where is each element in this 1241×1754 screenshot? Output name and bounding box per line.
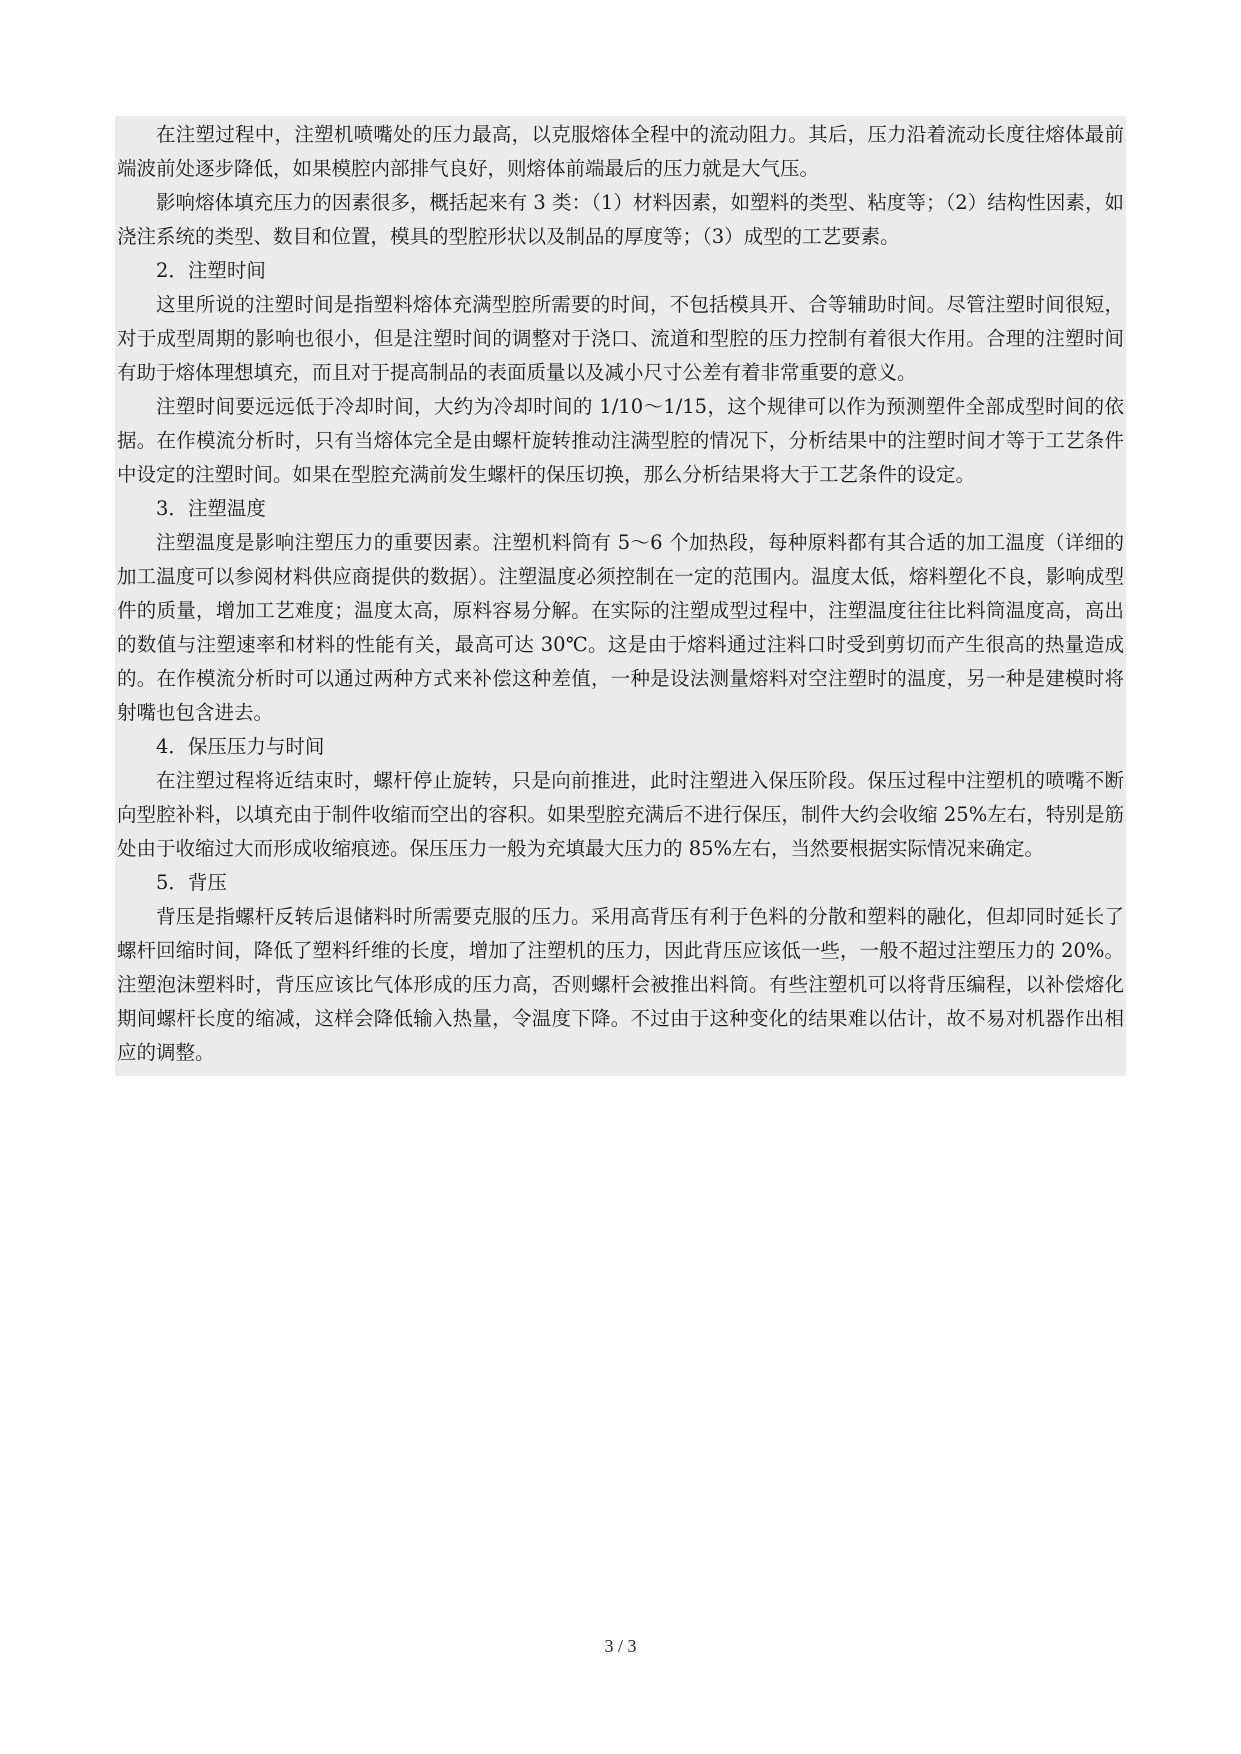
- paragraph-injection-pressure-distribution: 在注塑过程中，注塑机喷嘴处的压力最高，以克服熔体全程中的流动阻力。其后，压力沿着流动长度往熔体最前端波前处逐步降低，如果模腔内部排气良好，则熔体前端最后的压力就是大气压。: [117, 123, 1124, 180]
- section-heading-back-pressure: 5．背压: [156, 871, 227, 894]
- section-heading-injection-time: 2．注塑时间: [156, 259, 266, 282]
- document-body: [115, 116, 1126, 1076]
- section-heading-injection-temperature: 3．注塑温度: [156, 497, 266, 520]
- paragraph-injection-time-definition: 这里所说的注塑时间是指塑料熔体充满型腔所需要的时间，不包括模具开、合等辅助时间。尽管注塑时间很短，对于成型周期的影响也很小，但是注塑时间的调整对于浇口、流道和型腔的压力控制有着很大作用。合理的注塑时间有助于熔体理想填充，而且对于提高制品的表面质量以及减小尺寸公差有着非常重要的意义。: [117, 293, 1124, 384]
- paragraph-back-pressure: 背压是指螺杆反转后退储料时所需要克服的压力。采用高背压有利于色料的分散和塑料的融化，但却同时延长了螺杆回缩时间，降低了塑料纤维的长度，增加了注塑机的压力，因此背压应该低一些，一般不超过注塑压力的 20%。注塑泡沫塑料时，背压应该比气体形成的压力高，否则螺杆会被推出料筒。有些注塑机可以将背压编程，以补偿熔化期间螺杆长度的缩减，这样会降低输入热量，令温度下降。不过由于这种变化的结果难以估计，故不易对机器作出相应的调整。: [117, 905, 1124, 1064]
- paragraph-injection-temperature: 注塑温度是影响注塑压力的重要因素。注塑机料筒有 5～6 个加热段，每种原料都有其合适的加工温度（详细的加工温度可以参阅材料供应商提供的数据）。注塑温度必须控制在一定的范围内。温度太低，熔料塑化不良，影响成型件的质量，增加工艺难度；温度太高，原料容易分解。在实际的注塑成型过程中，注塑温度往往比料筒温度高，高出的数值与注塑速率和材料的性能有关，最高可达 30℃。这是由于熔料通过注料口时受到剪切而产生很高的热量造成的。在作模流分析时可以通过两种方式来补偿这种差值，一种是设法测量熔料对空注塑时的温度，另一种是建模时将射嘴也包含进去。: [117, 531, 1124, 724]
- paragraph-pressure-factors: 影响熔体填充压力的因素很多，概括起来有 3 类：（1）材料因素，如塑料的类型、粘度等；（2）结构性因素，如浇注系统的类型、数目和位置，模具的型腔形状以及制品的厚度等；（3）成型的工艺要素。: [117, 191, 1124, 248]
- paragraph-holding-pressure: 在注塑过程将近结束时，螺杆停止旋转，只是向前推进，此时注塑进入保压阶段。保压过程中注塑机的喷嘴不断向型腔补料，以填充由于制件收缩而空出的容积。如果型腔充满后不进行保压，制件大约会收缩 25%左右，特别是筋处由于收缩过大而形成收缩痕迹。保压压力一般为充填最大压力的 85%左右，当然要根据实际情况来确定。: [117, 769, 1124, 860]
- page-number: 3 / 3: [604, 1636, 637, 1656]
- paragraph-injection-time-vs-cooling: 注塑时间要远远低于冷却时间，大约为冷却时间的 1/10～1/15，这个规律可以作为预测塑件全部成型时间的依据。在作模流分析时，只有当熔体完全是由螺杆旋转推动注满型腔的情况下，分析结果中的注塑时间才等于工艺条件中设定的注塑时间。如果在型腔充满前发生螺杆的保压切换，那么分析结果将大于工艺条件的设定。: [117, 395, 1124, 486]
- section-heading-holding-pressure: 4．保压压力与时间: [156, 735, 325, 758]
